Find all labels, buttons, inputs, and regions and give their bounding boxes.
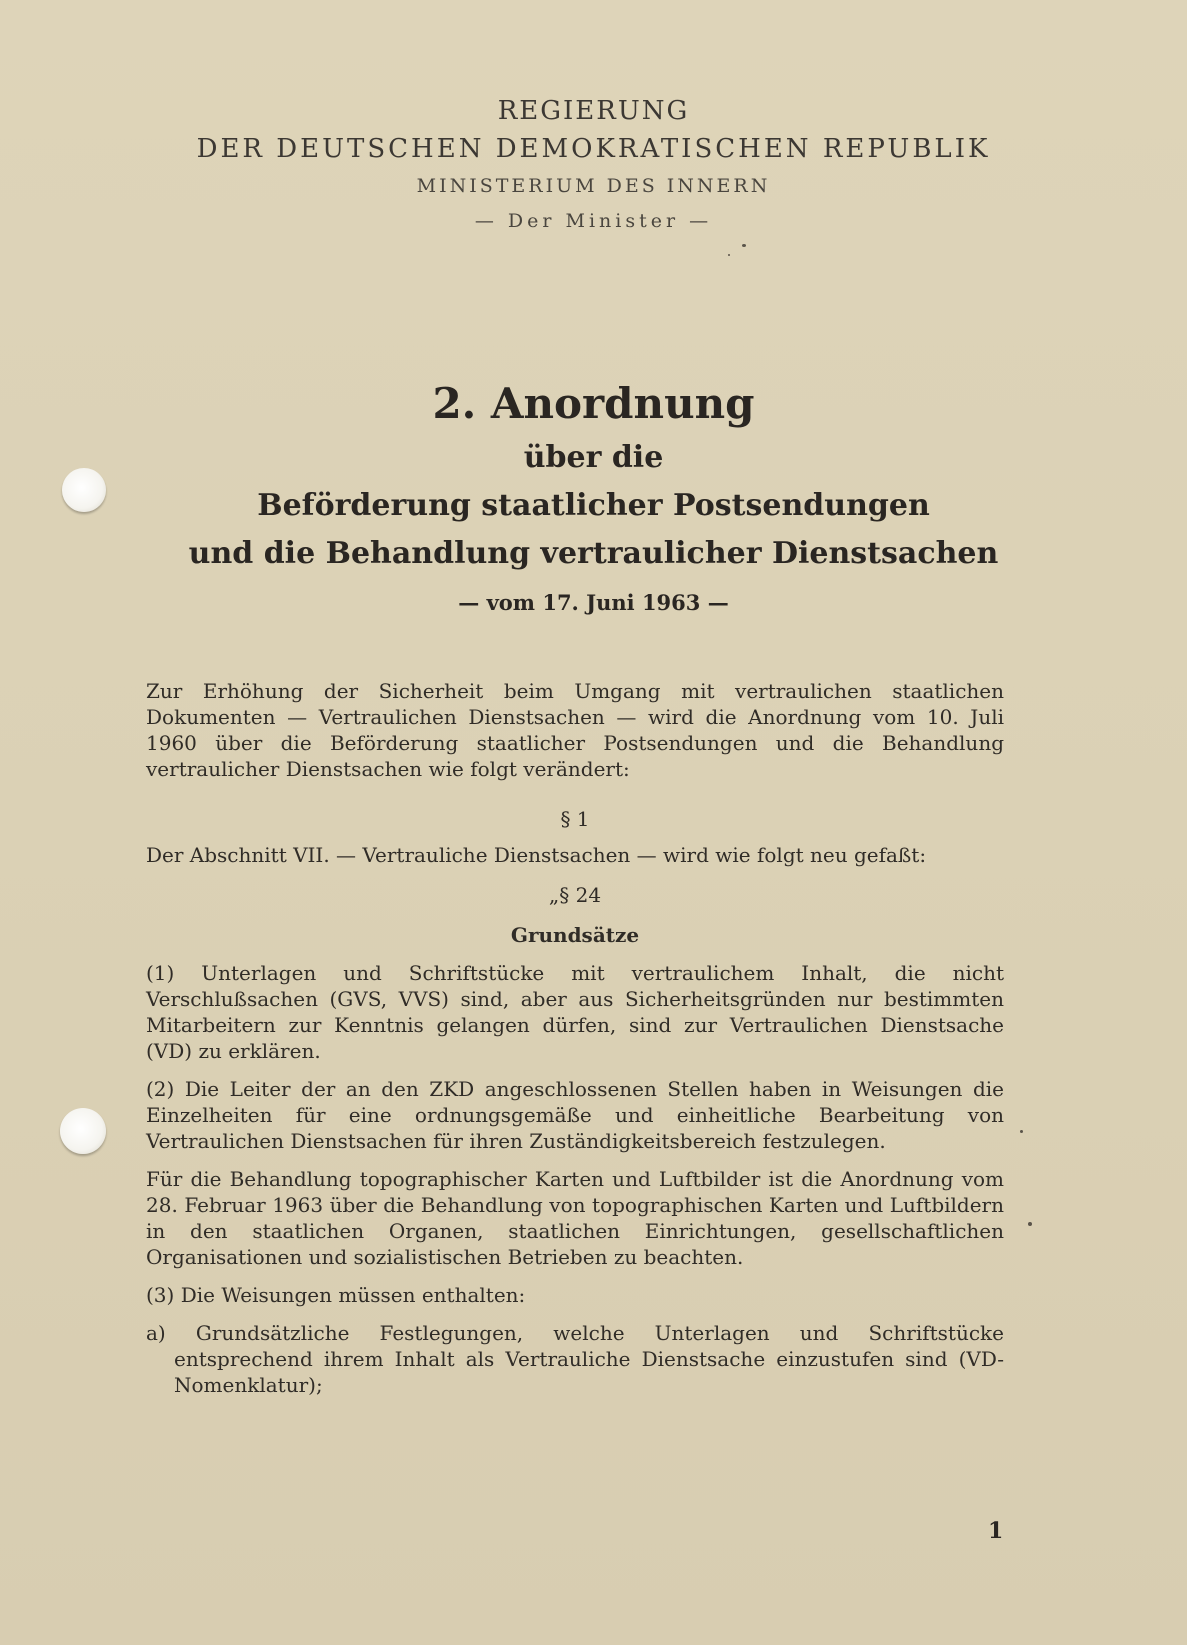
paper-speck — [1020, 1130, 1023, 1133]
paragraph-3: (3) Die Weisungen müssen enthalten: — [146, 1283, 526, 1307]
document-title — [0, 374, 1187, 628]
list-item-a: a) Grundsätzliche Festlegungen, welche Unterlagen und Schriftstücke entsprechend ihrem Inhalt als Vertrauliche Dienstsache einzustufen sind (VD-Nomenklatur); — [146, 1321, 1004, 1397]
paragraph-2: (2) Die Leiter der an den ZKD angeschlossenen Stellen haben in Weisungen die Einzelheiten für eine ordnungsgemäße und einheitliche Bearbeitung von Vertraulichen Dienstsachen für ihren Zuständigkeitsbereich festzulegen. — [146, 1077, 1004, 1153]
principles-heading: Grundsätze — [510, 923, 640, 947]
paper-speck — [742, 244, 746, 247]
document-header — [0, 92, 1187, 238]
punch-hole-bottom — [60, 1108, 106, 1154]
header-government: REGIERUNG — [497, 96, 690, 126]
paragraph-1: (1) Unterlagen und Schriftstücke mit vertraulichem Inhalt, die nicht Verschlußsachen (GVS, VVS) sind, aber aus Sicherheitsgründen nur bestimmten Mitarbeitern zur Kenntnis gelangen dürfen, sind zur Vertraulichen Dienstsache (VD) zu erklären. — [146, 961, 1004, 1063]
title-line4: und die Behandlung vertraulicher Dienstsachen — [188, 536, 999, 571]
title-line2: über die — [523, 440, 664, 475]
section-24-heading: „§ 24 — [548, 883, 602, 907]
paper-speck — [1028, 1222, 1032, 1226]
title-line3: Beförderung staatlicher Postsendungen — [257, 488, 930, 523]
page-number: 1 — [988, 1518, 1004, 1544]
document-body — [146, 678, 1004, 1398]
title-date: — vom 17. Juni 1963 — — [458, 590, 729, 615]
title-main: 2. Anordnung — [432, 379, 755, 428]
paper-speck — [728, 254, 730, 256]
section-1-heading: § 1 — [560, 807, 590, 831]
paragraph-topographic-maps: Für die Behandlung topographischer Karten und Luftbilder ist die Anordnung vom 28. Februar 1963 über die Behandlung von topographischen Karten und Luftbildern in den staatlichen Organen, staatlichen Einrichtungen, gesellschaftlichen Organisationen und sozialistischen Betrieben zu beachten. — [146, 1167, 1004, 1269]
intro-paragraph: Zur Erhöhung der Sicherheit beim Umgang mit vertraulichen staatlichen Dokumenten — Vertraulichen Dienstsachen — wird die Anordnung vom 10. Juli 1960 über die Beförderung staatlicher Postsendungen und die Behandlung vertraulicher Dienstsachen wie folgt verändert: — [146, 679, 1004, 781]
header-country: DER DEUTSCHEN DEMOKRATISCHEN REPUBLIK — [196, 134, 991, 164]
header-minister: — Der Minister — — [474, 210, 713, 232]
header-ministry: MINISTERIUM DES INNERN — [416, 175, 771, 197]
section-1-text: Der Abschnitt VII. — Vertrauliche Dienstsachen — wird wie folgt neu gefaßt: — [146, 843, 927, 867]
